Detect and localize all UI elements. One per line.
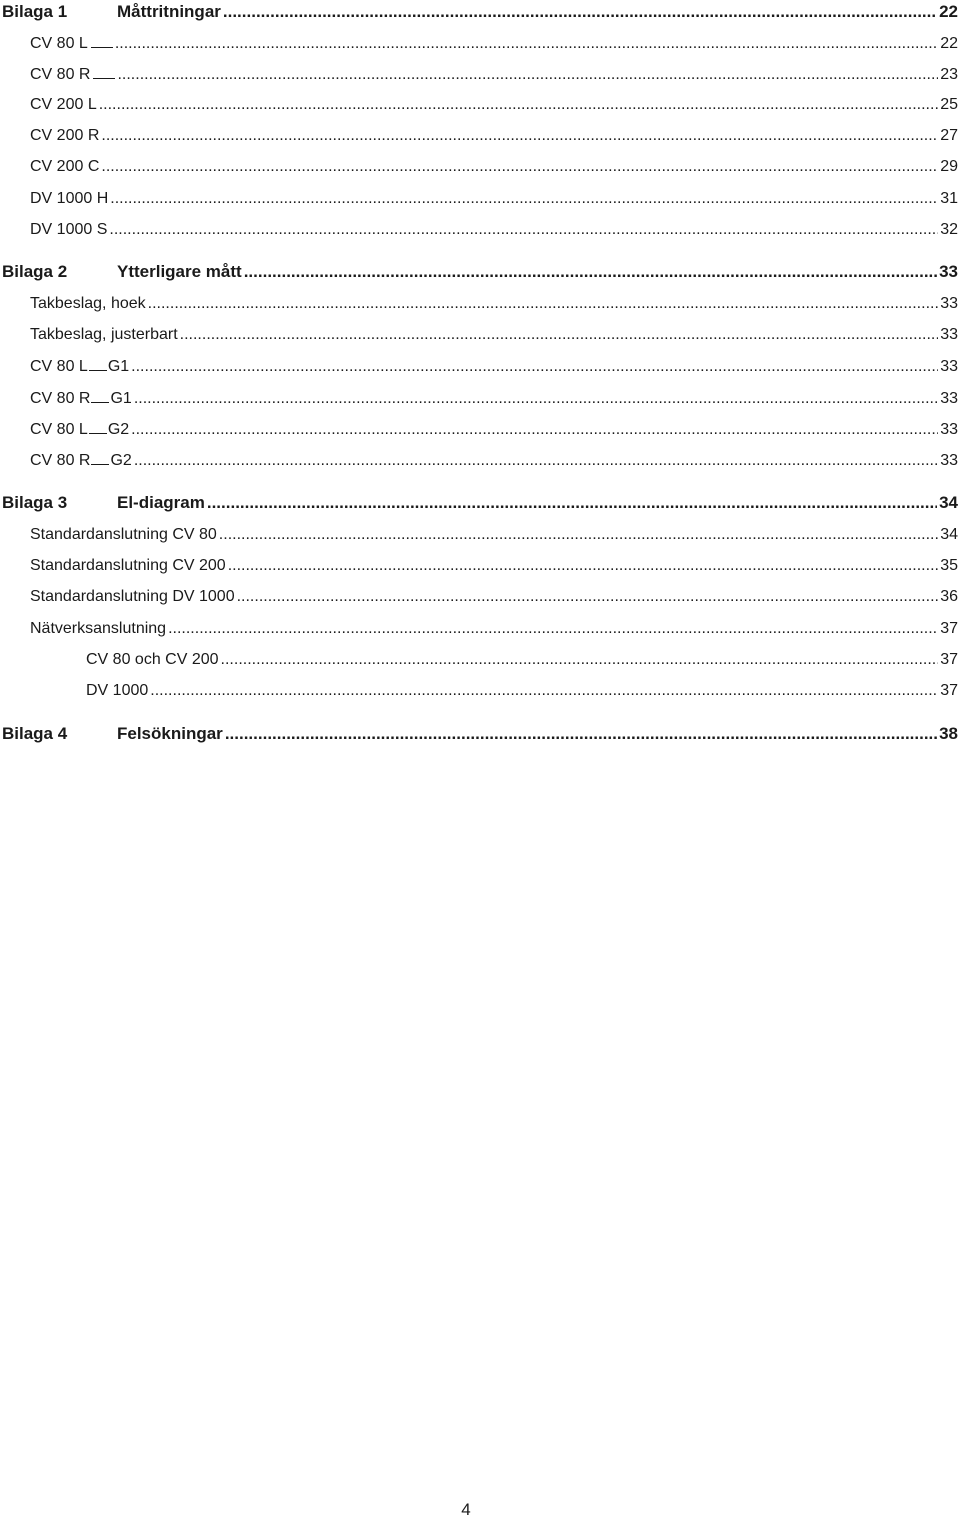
entry-title: Standardanslutning DV 1000 [30, 588, 235, 605]
toc-entry[interactable] [0, 126, 958, 146]
entry-title: CV 200 C [30, 158, 100, 175]
dot-leader [101, 126, 938, 146]
dot-leader [237, 587, 939, 607]
section-page: 34 [939, 493, 958, 512]
entry-title: Nätverksanslutning [30, 620, 167, 637]
entry-title: DV 1000 S [30, 221, 108, 238]
dot-leader [131, 357, 938, 376]
entry-title: CV 80 L G1 [30, 358, 130, 375]
entry-page: 33 [940, 421, 958, 438]
entry-page: 22 [940, 35, 958, 52]
entry-page: 34 [940, 526, 958, 543]
entry-title: CV 200 L [30, 96, 97, 113]
entry-title: CV 80 och CV 200 [86, 651, 219, 668]
entry-page: 35 [940, 557, 958, 574]
section-number: Bilaga 4 [2, 724, 68, 743]
dot-leader [223, 2, 937, 22]
page-number: 4 [461, 1500, 471, 1519]
dot-leader [221, 650, 939, 670]
toc-entry[interactable] [0, 220, 958, 240]
toc-entry[interactable] [0, 325, 958, 345]
toc-entry[interactable] [0, 64, 958, 84]
dot-leader [99, 95, 938, 115]
section-page: 33 [939, 262, 958, 281]
toc-section-bilaga-2[interactable] [2, 262, 958, 282]
toc-section-bilaga-3[interactable] [2, 493, 958, 513]
section-title: El-diagram [117, 493, 205, 512]
entry-page: 36 [940, 588, 958, 605]
toc-entry[interactable] [0, 525, 958, 545]
dot-leader [180, 325, 939, 345]
entry-title: CV 80 R G1 [30, 390, 132, 407]
toc-subentry[interactable] [0, 681, 958, 701]
dot-leader [101, 157, 938, 177]
section-page: 22 [939, 2, 958, 21]
entry-page: 23 [940, 66, 958, 83]
entry-page: 33 [940, 326, 958, 343]
section-title: Ytterligare mått [117, 262, 242, 281]
entry-title: DV 1000 [86, 682, 149, 699]
toc-entry[interactable] [0, 294, 958, 314]
toc-subentry[interactable] [0, 650, 958, 670]
entry-page: 32 [940, 221, 958, 238]
dot-leader [228, 556, 939, 576]
blank-underline [93, 64, 115, 79]
toc-entry[interactable] [0, 556, 958, 576]
dot-leader [115, 34, 938, 53]
entry-title: Takbeslag, justerbart [30, 326, 178, 343]
dot-leader [219, 525, 938, 545]
dot-leader [148, 294, 939, 314]
toc-entry[interactable] [0, 157, 958, 177]
dot-leader [134, 389, 938, 408]
blank-underline [91, 33, 113, 48]
section-title: Måttritningar [117, 2, 221, 21]
entry-title: CV 80 R G2 [30, 452, 132, 469]
entry-title: CV 80 R [30, 64, 115, 84]
entry-page: 33 [940, 390, 958, 407]
dot-leader [168, 619, 938, 639]
toc-entry[interactable] [0, 619, 958, 639]
dot-leader [110, 189, 938, 209]
entry-page: 25 [940, 96, 958, 113]
toc-entry[interactable] [0, 388, 958, 408]
toc-entry[interactable] [0, 189, 958, 209]
section-page: 38 [939, 724, 958, 743]
section-number: Bilaga 3 [2, 493, 68, 512]
toc-entry[interactable] [0, 95, 958, 115]
dot-leader [109, 220, 938, 240]
section-number: Bilaga 1 [2, 2, 68, 21]
blank-underline [89, 419, 107, 434]
entry-page: 37 [940, 620, 958, 637]
entry-title: CV 200 R [30, 127, 100, 144]
dot-leader [225, 724, 937, 744]
blank-underline [89, 356, 107, 371]
entry-page: 37 [940, 682, 958, 699]
toc-section-bilaga-4[interactable] [2, 724, 958, 744]
entry-title: CV 80 L G2 [30, 421, 130, 438]
entry-title: Takbeslag, hoek [30, 295, 146, 312]
entry-page: 29 [940, 158, 958, 175]
dot-leader [131, 420, 938, 439]
toc-entry[interactable] [0, 419, 958, 439]
entry-page: 33 [940, 452, 958, 469]
dot-leader [207, 493, 937, 513]
toc-entry[interactable] [0, 356, 958, 376]
dot-leader [244, 262, 937, 282]
entry-page: 33 [940, 358, 958, 375]
section-number: Bilaga 2 [2, 262, 68, 281]
entry-title: CV 80 L [30, 33, 113, 53]
toc-entry[interactable] [0, 33, 958, 53]
blank-underline [91, 388, 109, 403]
entry-page: 33 [940, 295, 958, 312]
toc-section-bilaga-1[interactable] [2, 2, 958, 22]
dot-leader [134, 451, 938, 470]
dot-leader [117, 65, 938, 84]
toc-entry[interactable] [0, 450, 958, 470]
toc-entry[interactable] [0, 587, 958, 607]
entry-page: 31 [940, 190, 958, 207]
blank-underline [91, 450, 109, 465]
entry-title: Standardanslutning CV 80 [30, 526, 217, 543]
entry-page: 37 [940, 651, 958, 668]
entry-title: Standardanslutning CV 200 [30, 557, 226, 574]
entry-title: DV 1000 H [30, 190, 109, 207]
entry-page: 27 [940, 127, 958, 144]
dot-leader [150, 681, 938, 701]
section-title: Felsökningar [117, 724, 223, 743]
